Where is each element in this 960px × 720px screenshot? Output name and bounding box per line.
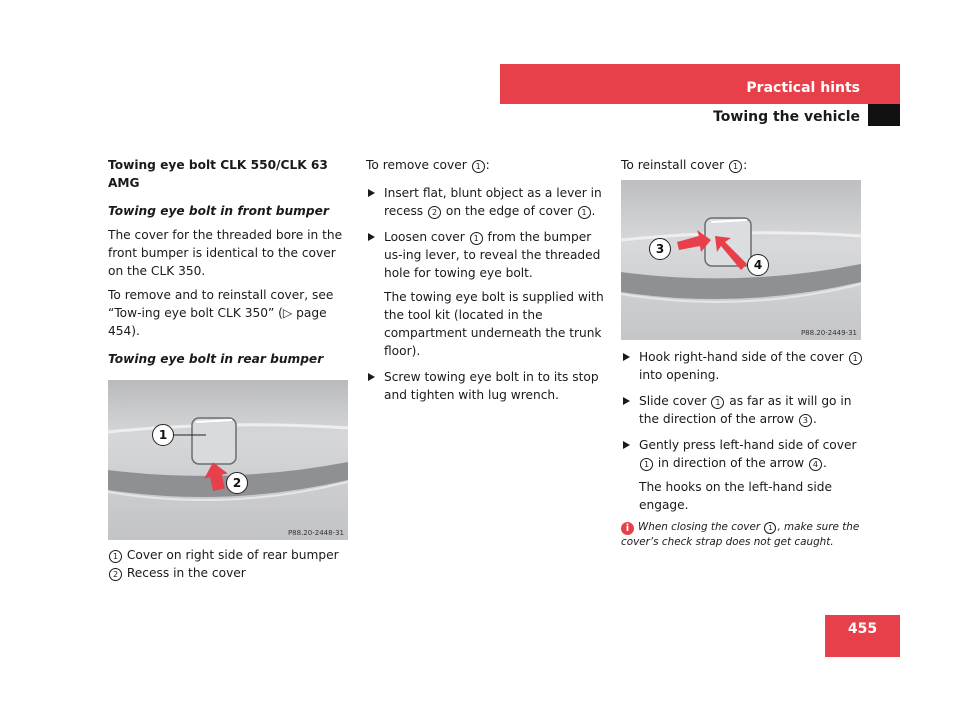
callout-4: 4 bbox=[747, 254, 769, 276]
legend-text: Cover on right side of rear bumper bbox=[126, 548, 339, 562]
info-icon: i bbox=[621, 522, 634, 535]
step-text: . bbox=[822, 456, 827, 470]
callout-1: 1 bbox=[152, 424, 174, 446]
step-bullet-icon bbox=[623, 397, 630, 405]
step-text: Gently press left-hand side of cover bbox=[639, 438, 857, 452]
step-text: Slide cover bbox=[639, 394, 711, 408]
subheading-rear: Towing eye bolt in rear bumper bbox=[108, 352, 324, 366]
ref-number: 1 bbox=[578, 206, 591, 219]
step-text: Loosen cover bbox=[384, 230, 469, 244]
reference-text bbox=[108, 286, 352, 340]
step-text: . bbox=[812, 412, 817, 426]
step-text: from the bumper us-ing lever, to reveal the threaded hole for towing eye bolt. bbox=[384, 230, 601, 280]
info-note bbox=[621, 520, 863, 550]
remove-intro-text: To remove cover bbox=[366, 158, 471, 172]
section-heading: Towing eye bolt CLK 550/CLK 63 AMG bbox=[108, 158, 328, 190]
info-text: , make sure the cover’s check strap does not get caught. bbox=[621, 521, 860, 548]
figure-legend bbox=[108, 546, 352, 582]
reinstall-intro bbox=[621, 156, 863, 174]
right-column bbox=[621, 156, 863, 550]
hooks-note: The hooks on the left-hand side engage. bbox=[639, 480, 833, 512]
step-text: into opening. bbox=[639, 368, 720, 382]
heading-tab bbox=[868, 104, 900, 126]
figure-code: P88.20-2448-31 bbox=[287, 529, 344, 537]
step-text: as far as it will go in the direction of the arrow bbox=[639, 394, 852, 426]
step-text: Insert flat, blunt object as a lever in recess bbox=[384, 186, 602, 218]
ref-number: 1 bbox=[764, 522, 776, 534]
reinstall-illustration bbox=[621, 180, 861, 340]
page-ref-icon: ▷ bbox=[282, 306, 293, 320]
step-loosen-cover bbox=[366, 228, 608, 282]
subheading-front: Towing eye bolt in front bumper bbox=[108, 204, 329, 218]
step-bullet-icon bbox=[623, 441, 630, 449]
ref-number: 1 bbox=[729, 160, 742, 173]
step-text: . bbox=[591, 204, 596, 218]
rear-bumper-illustration bbox=[108, 380, 348, 540]
step-hook-cover bbox=[621, 348, 863, 384]
legend-item bbox=[108, 546, 352, 564]
remove-intro-colon: : bbox=[485, 158, 490, 172]
info-text: When closing the cover bbox=[638, 521, 764, 533]
legend-number: 1 bbox=[109, 550, 122, 563]
reference-text-after: page 454). bbox=[108, 306, 327, 338]
figure-code: P88.20-2449-31 bbox=[800, 329, 857, 337]
left-column bbox=[108, 156, 352, 582]
ref-number: 3 bbox=[799, 414, 812, 427]
step-bullet-icon bbox=[623, 353, 630, 361]
ref-number: 1 bbox=[472, 160, 485, 173]
legend-text: Recess in the cover bbox=[126, 566, 246, 580]
reinstall-intro-text: To reinstall cover bbox=[621, 158, 729, 172]
middle-column bbox=[366, 156, 608, 412]
page-heading: Towing the vehicle bbox=[713, 109, 860, 125]
step-screw-bolt bbox=[366, 368, 608, 404]
ref-number: 1 bbox=[470, 232, 483, 245]
step-bullet-icon bbox=[368, 189, 375, 197]
reinstall-intro-colon: : bbox=[743, 158, 748, 172]
ref-number: 1 bbox=[640, 458, 653, 471]
step-text: on the edge of cover bbox=[442, 204, 577, 218]
ref-number: 2 bbox=[428, 206, 441, 219]
callout-3: 3 bbox=[649, 238, 671, 260]
ref-number: 1 bbox=[849, 352, 862, 365]
remove-intro bbox=[366, 156, 608, 174]
step-text: Screw towing eye bolt in to its stop and tighten with lug wrench. bbox=[384, 370, 599, 402]
step-press-cover bbox=[621, 436, 863, 472]
step-bullet-icon bbox=[368, 233, 375, 241]
rear-bumper-figure bbox=[108, 380, 348, 540]
step-bullet-icon bbox=[368, 373, 375, 381]
reference-text-before: To remove and to reinstall cover, see “Tow-ing eye bolt CLK 350” ( bbox=[108, 288, 334, 320]
tool-kit-note: The towing eye bolt is supplied with the tool kit (located in the compartment underneath the trunk floor). bbox=[384, 290, 604, 358]
ref-number: 4 bbox=[809, 458, 822, 471]
step-text: in direction of the arrow bbox=[654, 456, 808, 470]
step-slide-cover bbox=[621, 392, 863, 428]
step-insert-lever bbox=[366, 184, 608, 220]
reinstall-figure bbox=[621, 180, 861, 340]
callout-2: 2 bbox=[226, 472, 248, 494]
step-text: Hook right-hand side of the cover bbox=[639, 350, 848, 364]
front-bumper-text: The cover for the threaded bore in the front bumper is identical to the cover on the CLK 350. bbox=[108, 228, 343, 278]
legend-item bbox=[108, 564, 352, 582]
ref-number: 1 bbox=[711, 396, 724, 409]
page-number: 455 bbox=[847, 621, 878, 637]
legend-number: 2 bbox=[109, 568, 122, 581]
section-title: Practical hints bbox=[746, 80, 860, 96]
